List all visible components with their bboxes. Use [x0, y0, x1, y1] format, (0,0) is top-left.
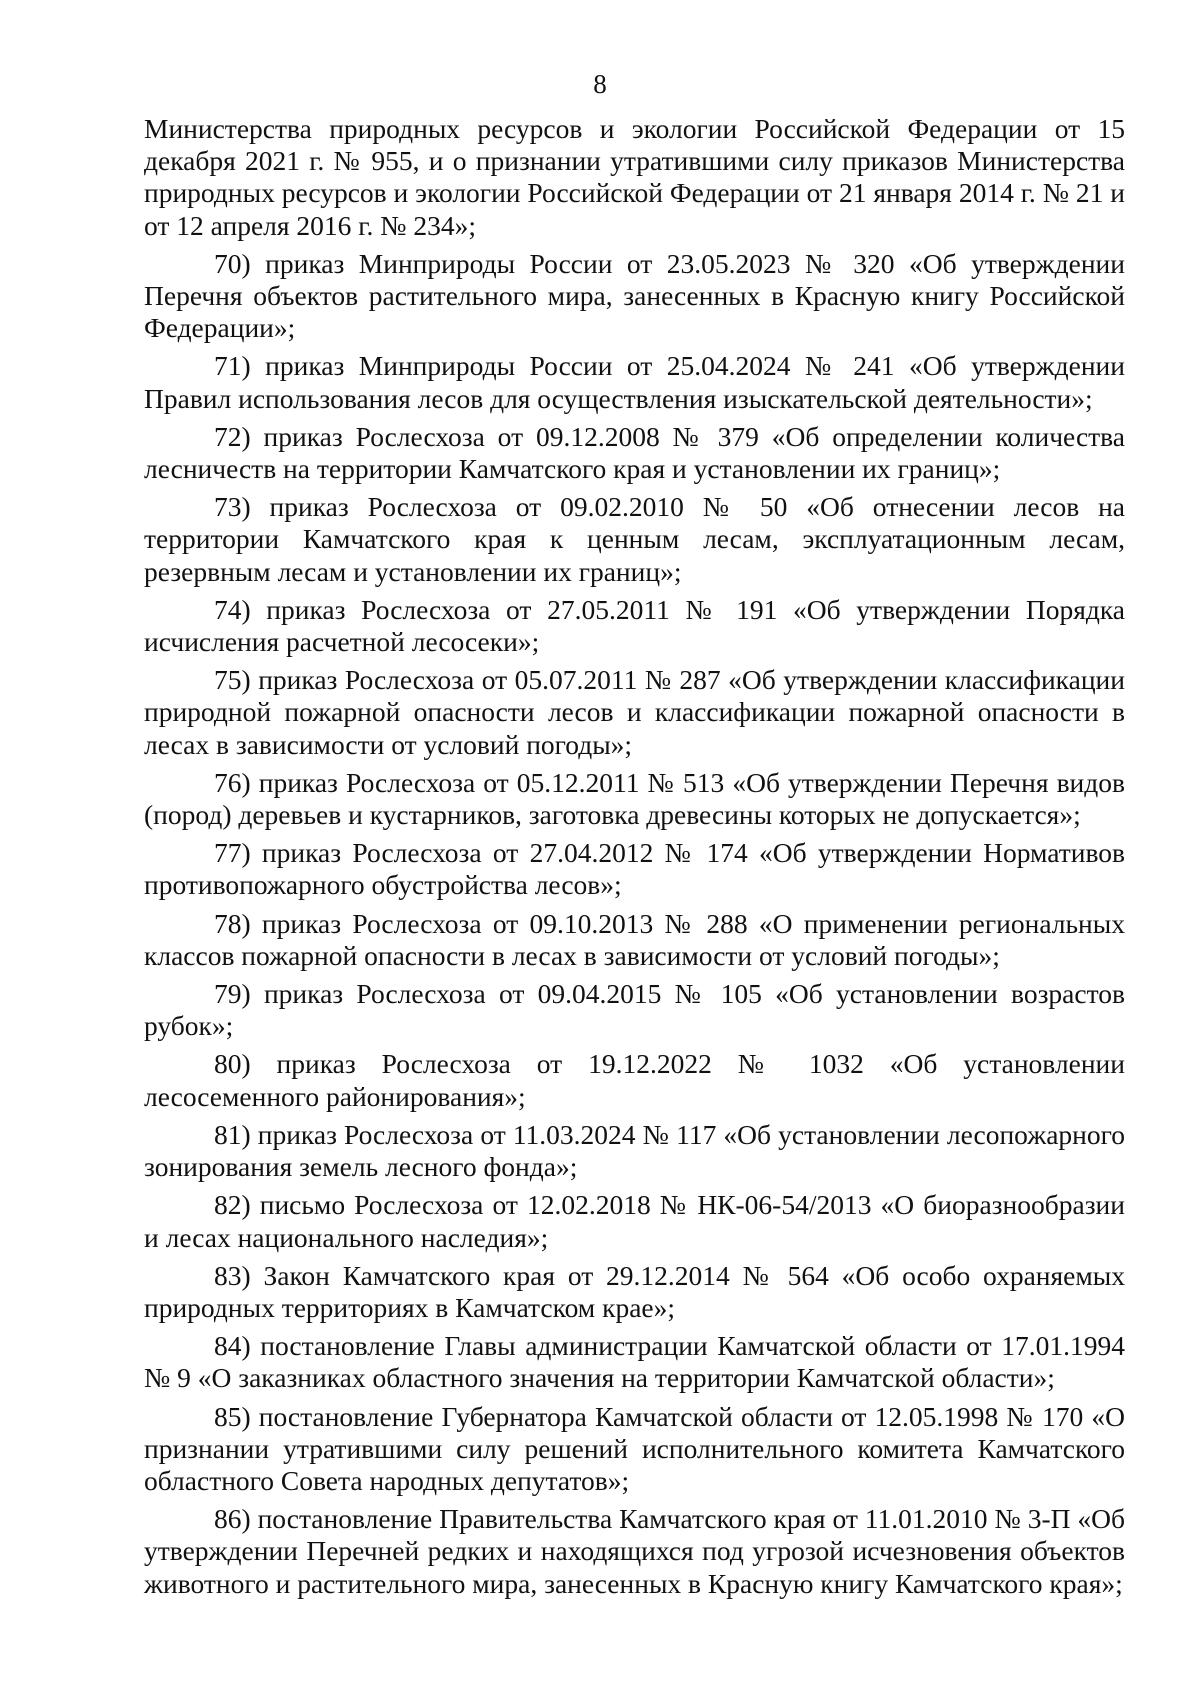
list-item-70: 70) приказ Минприроды России от 23.05.2023 № 320 «Об утверждении Перечня объектов растительного мира, занесенных в Красную книгу Российской Федерации»; [144, 247, 1125, 344]
list-item-73: 73) приказ Рослесхоза от 09.02.2010 № 50 «Об отнесении лесов на территории Камчатского края к ценным лесам, эксплуатационным лесам, резервным лесам и установлении их границ»; [144, 491, 1125, 587]
list-item-78: 78) приказ Рослесхоза от 09.10.2013 № 288 «О применении региональных классов пожарной опасности в лесах в зависимости от условий погоды»; [144, 907, 1125, 971]
document-body [144, 113, 1125, 1600]
list-item-80: 80) приказ Рослесхоза от 19.12.2022 № 1032 «Об установлении лесосеменного районирования»; [144, 1048, 1125, 1112]
list-item-86: 86) постановление Правительства Камчатского края от 11.01.2010 № 3-П «Об утверждении Перечней редких и находящихся под угрозой исчезновения объектов животного и растительного мира, занесенных в Красную книгу Камчатского края»; [144, 1503, 1125, 1599]
list-item-81: 81) приказ Рослесхоза от 11.03.2024 № 117 «Об установлении лесопожарного зонирования земель лесного фонда»; [144, 1118, 1125, 1183]
list-item-71: 71) приказ Минприроды России от 25.04.2024 № 241 «Об утверждении Правил использования лесов для осуществления изыскательской деятельности»; [144, 350, 1125, 414]
list-item-76: 76) приказ Рослесхоза от 05.12.2011 № 513 «Об утверждении Перечня видов (пород) деревьев и кустарников, заготовка древесины которых не допускается»; [144, 766, 1125, 831]
list-item-85: 85) постановление Губернатора Камчатской области от 12.05.1998 № 170 «О признании утратившими силу решений исполнительного комитета Камчатского областного Совета народных депутатов»; [144, 1400, 1125, 1496]
list-item-74: 74) приказ Рослесхоза от 27.05.2011 № 191 «Об утверждении Порядка исчисления расчетной лесосеки»; [144, 593, 1125, 658]
list-item-82: 82) письмо Рослесхоза от 12.02.2018 № НК-06-54/2013 «О биоразнообразии и лесах национального наследия»; [144, 1189, 1125, 1253]
list-item-75: 75) приказ Рослесхоза от 05.07.2011 № 287 «Об утверждении классификации природной пожарной опасности лесов и классификации пожарной опасности в лесах в зависимости от условий погоды»; [144, 664, 1125, 760]
list-item-77: 77) приказ Рослесхоза от 27.04.2012 № 174 «Об утверждении Нормативов противопожарного обустройства лесов»; [144, 837, 1125, 901]
paragraph-continuation: Министерства природных ресурсов и экологии Российской Федерации от 15 декабря 2021 г. № 955, и о признании утратившими силу приказов Министерства природных ресурсов и экологии Российской Федерации от 21 января 2014 г. № 21 и от 12 апреля 2016 г. № 234»; [144, 113, 1125, 241]
list-item-84: 84) постановление Главы администрации Камчатской области от 17.01.1994 № 9 «О заказниках областного значения на территории Камчатской области»; [144, 1330, 1125, 1394]
list-item-72: 72) приказ Рослесхоза от 09.12.2008 № 379 «Об определении количества лесничеств на территории Камчатского края и установлении их границ»; [144, 420, 1125, 485]
page-number: 8 [593, 69, 607, 99]
list-item-79: 79) приказ Рослесхоза от 09.04.2015 № 105 «Об установлении возрастов рубок»; [144, 978, 1125, 1042]
list-item-83: 83) Закон Камчатского края от 29.12.2014 № 564 «Об особо охраняемых природных территориях в Камчатском крае»; [144, 1259, 1125, 1323]
